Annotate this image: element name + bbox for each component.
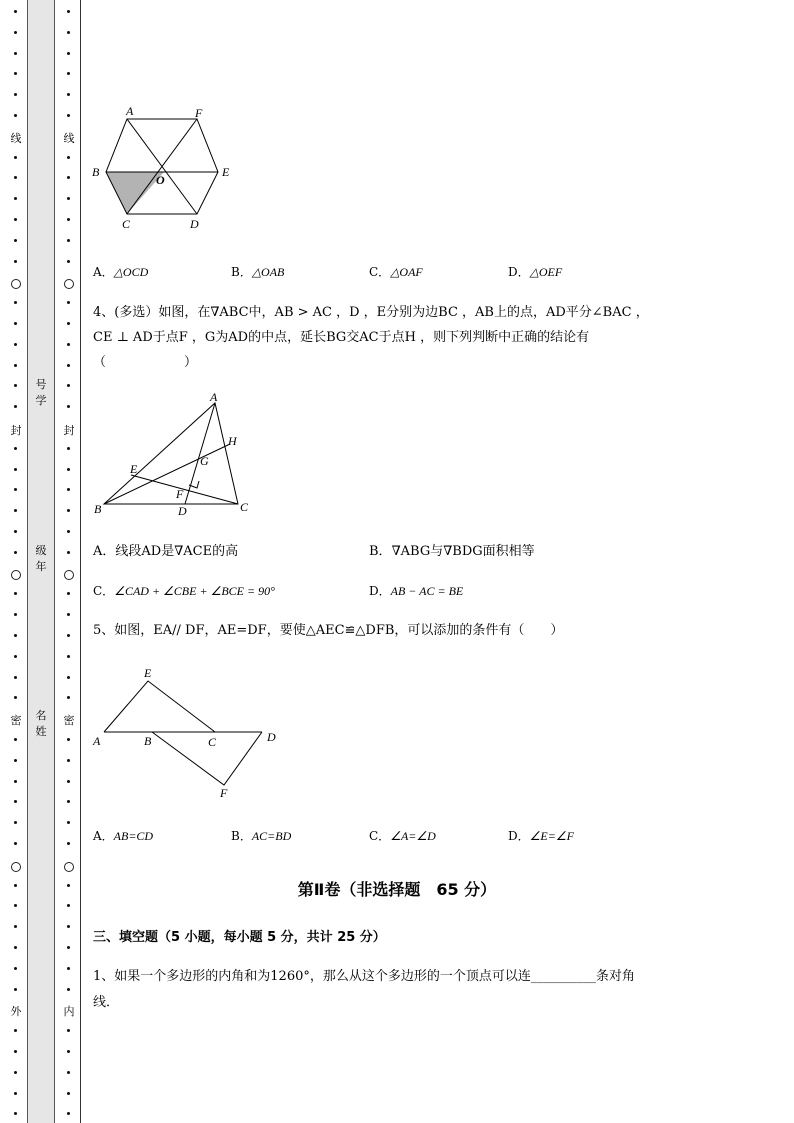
margin-char-left-4: 外 [10, 1005, 22, 1018]
tri-label-h: H [228, 434, 237, 448]
margin-dot [14, 780, 17, 783]
margin-dot [14, 530, 17, 533]
margin-dot [67, 530, 70, 533]
margin-dot [14, 1050, 17, 1053]
fill-q1-line-1: 1、如果一个多边形的内角和为1260°，那么从这个多边形的一个顶点可以连__________条对角 [93, 969, 635, 984]
q4-option-d[interactable]: D．AB − AC = BE [369, 584, 464, 598]
hex-label-b: B [92, 165, 100, 179]
tri-label-f: F [176, 487, 184, 501]
q5-option-a[interactable]: A．AB=CD [93, 829, 154, 843]
margin-dot [14, 904, 17, 907]
margin-circle [64, 570, 74, 580]
hex-label-e: E [222, 165, 230, 179]
margin-dot [67, 468, 70, 471]
q4-option-b[interactable]: B．∇ABG与∇BDG面积相等 [369, 544, 535, 559]
margin-dot [14, 343, 17, 346]
margin-dot [14, 1071, 17, 1074]
q4-stem-line-2: CE ⊥ AD于点F ，G为AD的中点，延长BG交AC于点H ，则下列判断中正确的结论有 [93, 330, 590, 345]
margin-char-right-1: 线 [63, 132, 75, 145]
margin-dot [67, 93, 70, 96]
margin-dot [14, 384, 17, 387]
hexagon-figure [90, 100, 240, 235]
margin-dot [14, 738, 17, 741]
tri-label-e: E [130, 462, 138, 476]
hex-option-a[interactable]: A．△OCD [93, 265, 149, 279]
margin-dot [14, 842, 17, 845]
hex-label-a: A [126, 104, 134, 118]
margin-dot [14, 1029, 17, 1032]
margin-dot [67, 696, 70, 699]
hex-label-o: O [156, 173, 165, 187]
margin-dot [14, 52, 17, 55]
margin-dot [14, 10, 17, 13]
label-name: 名姓 [35, 709, 47, 738]
q5-label-e: E [144, 666, 152, 680]
margin-dot [14, 239, 17, 242]
margin-dot [67, 114, 70, 117]
margin-dot [67, 925, 70, 928]
margin-dot [14, 176, 17, 179]
margin-dot [67, 156, 70, 159]
margin-circle [11, 862, 21, 872]
margin-dot [14, 925, 17, 928]
margin-dot [67, 904, 70, 907]
margin-dot [67, 1092, 70, 1095]
margin-dot [14, 447, 17, 450]
q5-stem: 5、如图，EA// DF，AE=DF，要使△AEC≌△DFB，可以添加的条件有（ ） [93, 623, 564, 638]
margin-dot [67, 613, 70, 616]
margin-dot [67, 780, 70, 783]
hex-option-d[interactable]: D．△OEF [508, 265, 563, 279]
margin-dot [14, 322, 17, 325]
tri-label-a: A [210, 392, 218, 404]
margin-dot [14, 114, 17, 117]
margin-dot [14, 301, 17, 304]
margin-dot [67, 946, 70, 949]
margin-circle [64, 279, 74, 289]
q4-option-c[interactable]: C．∠CAD + ∠CBE + ∠BCE = 90° [93, 584, 275, 598]
margin-dot [67, 10, 70, 13]
margin-dot [14, 1112, 17, 1115]
margin-dot [14, 260, 17, 263]
margin-dot [14, 967, 17, 970]
margin-dot [67, 551, 70, 554]
margin-dot [67, 343, 70, 346]
margin-dot [14, 93, 17, 96]
margin-dot [14, 592, 17, 595]
margin-dot [14, 655, 17, 658]
margin-dot [67, 1071, 70, 1074]
margin-dot [14, 613, 17, 616]
margin-dot [67, 52, 70, 55]
q5-label-d: D [267, 730, 276, 744]
q5-label-f: F [220, 786, 228, 800]
right-dot-column [66, 0, 72, 1123]
margin-dot [14, 988, 17, 991]
margin-dot [67, 800, 70, 803]
margin-dot [14, 551, 17, 554]
margin-dot [67, 655, 70, 658]
margin-dot [14, 946, 17, 949]
margin-circle [11, 570, 21, 580]
fill-in-section-heading: 三、填空题（5 小题，每小题 5 分，共计 25 分） [93, 930, 386, 945]
margin-dot [14, 156, 17, 159]
margin-dot [67, 1029, 70, 1032]
margin-dot [67, 218, 70, 221]
tri-label-d: D [178, 504, 187, 518]
margin-dot [14, 509, 17, 512]
margin-dot [67, 676, 70, 679]
hex-label-c: C [122, 217, 131, 231]
hex-option-c[interactable]: C．△OAF [369, 265, 423, 279]
margin-dot [67, 447, 70, 450]
margin-dot [14, 1092, 17, 1095]
margin-dot [67, 488, 70, 491]
margin-char-left-2: 封 [10, 424, 22, 437]
q5-label-c: C [208, 735, 217, 749]
margin-dot [67, 1050, 70, 1053]
hex-label-d: D [190, 217, 199, 231]
part-two-title: 第Ⅱ卷（非选择题 65 分） [297, 880, 497, 899]
q4-stem-line-1: 4、(多选）如图，在∇ABC中，AB > AC ，D ，E分别为边BC ，AB上的点，AD平分∠BAC ， [93, 305, 649, 320]
tri-label-c: C [240, 500, 249, 514]
margin-dot [67, 509, 70, 512]
binding-margin [0, 0, 84, 1123]
label-grade: 级年 [35, 544, 47, 573]
q5-figure [90, 663, 290, 803]
margin-char-left-3: 密 [10, 714, 22, 727]
margin-dot [67, 31, 70, 34]
margin-dot [67, 322, 70, 325]
margin-dot [67, 967, 70, 970]
tri-label-b: B [94, 502, 102, 516]
hex-option-b[interactable]: B．△OAB [231, 265, 285, 279]
margin-dot [14, 634, 17, 637]
margin-dot [14, 759, 17, 762]
margin-circle [11, 279, 21, 289]
margin-dot [14, 676, 17, 679]
margin-dot [67, 1112, 70, 1115]
margin-dot [67, 260, 70, 263]
margin-dot [14, 218, 17, 221]
q4-option-a[interactable]: A．线段AD是∇ACE的高 [93, 544, 239, 559]
margin-dot [67, 239, 70, 242]
margin-dot [14, 405, 17, 408]
q5-label-a: A [93, 734, 101, 748]
margin-rule [80, 0, 81, 1123]
margin-dot [14, 364, 17, 367]
margin-dot [67, 821, 70, 824]
hex-label-f: F [195, 106, 203, 120]
q5-label-b: B [144, 734, 152, 748]
margin-dot [14, 821, 17, 824]
margin-dot [67, 176, 70, 179]
label-student-number: 号学 [35, 378, 47, 407]
margin-dot [67, 301, 70, 304]
margin-dot [14, 468, 17, 471]
margin-char-right-2: 封 [63, 424, 75, 437]
margin-dot [67, 405, 70, 408]
margin-dot [14, 31, 17, 34]
margin-dot [67, 634, 70, 637]
margin-char-right-3: 密 [63, 714, 75, 727]
margin-circle [64, 862, 74, 872]
margin-dot [67, 197, 70, 200]
margin-dot [14, 488, 17, 491]
tri-label-g: G [200, 454, 209, 468]
margin-dot [67, 592, 70, 595]
margin-dot [14, 72, 17, 75]
margin-dot [67, 72, 70, 75]
margin-dot [14, 800, 17, 803]
margin-dot [67, 364, 70, 367]
fill-q1-line-2: 线． [93, 995, 120, 1010]
margin-char-left-1: 线 [10, 132, 22, 145]
left-dot-column [13, 0, 19, 1123]
triangle-figure [90, 392, 260, 524]
q5-option-c[interactable]: C．∠A=∠D [369, 829, 436, 843]
margin-dot [14, 696, 17, 699]
margin-dot [67, 842, 70, 845]
margin-dot [67, 988, 70, 991]
q5-option-b[interactable]: B．AC=BD [231, 829, 292, 843]
margin-dot [67, 384, 70, 387]
margin-dot [67, 738, 70, 741]
margin-dot [67, 759, 70, 762]
q5-option-d[interactable]: D．∠E=∠F [508, 829, 574, 843]
q4-answer-blank: （ ） [93, 355, 198, 370]
margin-dot [14, 197, 17, 200]
margin-char-right-4: 内 [63, 1005, 75, 1018]
